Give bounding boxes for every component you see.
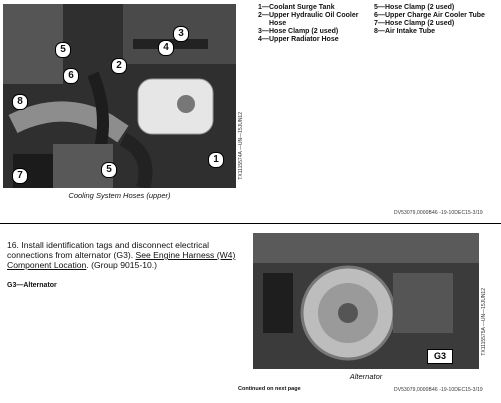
- legend-num: 6—: [374, 12, 385, 20]
- legend-column-right: [374, 4, 490, 44]
- legend-text: Air Intake Tube: [385, 28, 436, 36]
- legend-num: 3—: [258, 27, 269, 35]
- callout-4: 4: [158, 40, 174, 56]
- legend: [258, 4, 498, 44]
- step-text-after: . (Group 9015-10.): [86, 260, 158, 270]
- legend-num: 7—: [374, 20, 385, 28]
- legend-item: [258, 36, 374, 44]
- reference-code-bottom: DV53079,0000B46 -19-10DEC15-3/19: [394, 387, 483, 393]
- legend-text: Hose Clamp (2 used): [385, 4, 455, 11]
- legend-num: 8—: [374, 28, 385, 36]
- figure2-caption: Alternator: [349, 372, 383, 381]
- step-text: Install identification tags and disconnect electrical connections from alternator (G3).: [7, 240, 210, 260]
- callout-3: 3: [173, 26, 189, 42]
- legend-num: 1—: [258, 4, 269, 11]
- legend-item: [258, 4, 374, 12]
- legend-text: Hose Clamp (2 used): [385, 20, 455, 28]
- figure1-code: TX1115574A —UN—15JUN12: [238, 112, 244, 180]
- legend-num: 5—: [374, 4, 385, 11]
- callout-1: 1: [208, 152, 224, 168]
- section-divider: [0, 223, 501, 224]
- legend-item: [258, 28, 374, 36]
- figure2-code: TX1115575A —UN—15JUN12: [481, 288, 487, 356]
- callout-8: 8: [12, 94, 28, 110]
- callout-2: 2: [111, 58, 127, 74]
- continued-note: Continued on next page: [238, 386, 301, 392]
- g3-tag: G3: [427, 349, 453, 364]
- legend-item: [258, 12, 374, 27]
- reference-code-top: DV53079,0000B46 -19-10DEC15-3/19: [394, 210, 483, 216]
- legend-item: [374, 28, 490, 36]
- figure1-caption: Cooling System Hoses (upper): [68, 191, 171, 200]
- legend-num: 4—: [258, 35, 269, 43]
- legend-text: Upper Charge Air Cooler Tube: [385, 12, 485, 20]
- callout-7: 7: [12, 168, 28, 184]
- callout-5a: 5: [55, 42, 71, 58]
- legend-text: Upper Hydraulic Oil Cooler Hose: [269, 12, 359, 27]
- engine-harness-link[interactable]: See Engine Harness (W4) Component Location: [7, 250, 236, 270]
- callout-5b: 5: [101, 162, 117, 178]
- legend-item: [374, 12, 490, 20]
- legend-text: Coolant Surge Tank: [269, 4, 335, 11]
- alternator-label: G3—Alternator: [7, 282, 57, 289]
- cooling-hoses-photo: [3, 4, 236, 188]
- legend-text: Hose Clamp (2 used): [269, 27, 339, 35]
- legend-item: [374, 20, 490, 28]
- step-number: 16.: [7, 240, 19, 250]
- legend-item: [374, 4, 490, 12]
- legend-text: Upper Radiator Hose: [269, 35, 339, 43]
- legend-column-left: [258, 4, 374, 44]
- callout-6: 6: [63, 68, 79, 84]
- legend-num: 2—: [258, 12, 269, 20]
- step-instruction: [7, 240, 247, 270]
